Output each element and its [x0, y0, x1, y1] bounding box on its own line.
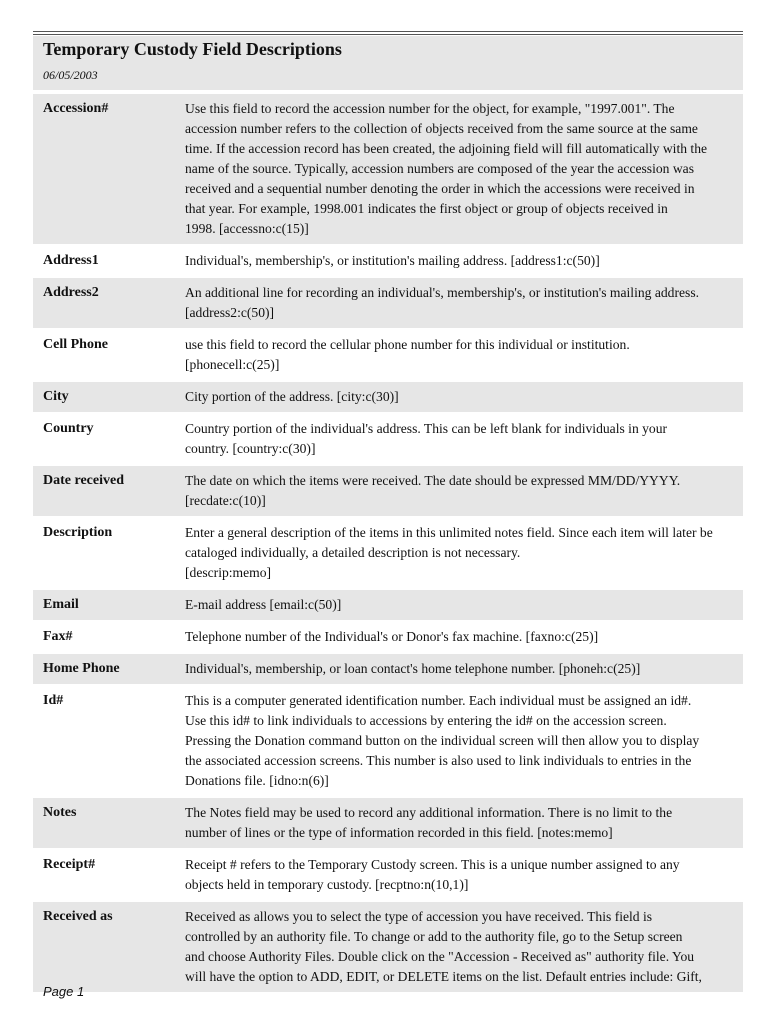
description-line: The Notes field may be used to record any additional information. There is no limit to the: [185, 805, 673, 820]
field-name: Email: [43, 597, 79, 612]
description-line: [descrip:memo]: [185, 565, 272, 580]
field-description: [185, 466, 743, 516]
description-line: This is a computer generated identification number. Each individual must be assigned an id#.: [185, 693, 692, 708]
report-date: 06/05/2003: [43, 68, 98, 82]
field-description: [185, 246, 743, 276]
description-line: Received as allows you to select the type of accession you have received. This field is: [185, 909, 653, 924]
field-description: [185, 622, 743, 652]
top-rule: [33, 31, 743, 32]
field-row: [33, 466, 743, 516]
description-line: Telephone number of the Individual's or Donor's fax machine. [faxno:c(25)]: [185, 629, 599, 644]
page-title: Temporary Custody Field Descriptions: [43, 39, 342, 59]
description-line: [address2:c(50)]: [185, 305, 275, 320]
description-line: country. [country:c(30)]: [185, 441, 316, 456]
description-line: received and a sequential number denoting the order in which the accessions were received in: [185, 181, 695, 196]
field-description: [185, 518, 743, 588]
field-name: Fax#: [43, 629, 73, 644]
field-row: [33, 414, 743, 464]
field-row: [33, 590, 743, 620]
description-line: Donations file. [idno:n(6)]: [185, 773, 329, 788]
description-line: will have the option to ADD, EDIT, or DELETE items on the list. Default entries include: Gift,: [185, 969, 702, 984]
description-line: The date on which the items were received. The date should be expressed MM/DD/YYYY.: [185, 473, 681, 488]
field-name: Address1: [43, 253, 99, 268]
description-line: cataloged individually, a detailed description is not necessary.: [185, 545, 521, 560]
field-row: [33, 278, 743, 328]
description-line: Individual's, membership, or loan contact's home telephone number. [phoneh:c(25)]: [185, 661, 641, 676]
description-line: Use this field to record the accession number for the object, for example, "1997.001". The: [185, 101, 675, 116]
field-row: [33, 330, 743, 380]
description-line: Receipt # refers to the Temporary Custody screen. This is a unique number assigned to any: [185, 857, 680, 872]
field-row: [33, 902, 743, 992]
description-line: objects held in temporary custody. [recptno:n(10,1)]: [185, 877, 469, 892]
field-name: Cell Phone: [43, 337, 108, 352]
page-header: [33, 36, 743, 90]
field-description: [185, 654, 743, 684]
description-line: Enter a general description of the items in this unlimited notes field. Since each item will later be: [185, 525, 713, 540]
field-row: [33, 94, 743, 244]
description-line: use this field to record the cellular phone number for this individual or institution.: [185, 337, 630, 352]
field-row: [33, 246, 743, 276]
field-name: Received as: [43, 909, 113, 924]
field-name: Description: [43, 525, 113, 540]
description-line: number of lines or the type of information recorded in this field. [notes:memo]: [185, 825, 613, 840]
field-name: Receipt#: [43, 857, 96, 872]
description-line: City portion of the address. [city:c(30)]: [185, 389, 399, 404]
field-description: [185, 590, 743, 620]
field-name: Accession#: [43, 101, 109, 116]
field-name: Country: [43, 421, 94, 436]
field-description: [185, 94, 743, 244]
page-number: Page 1: [43, 984, 85, 999]
field-description: [185, 798, 743, 848]
description-line: name of the source. Typically, accession numbers are composed of the year the accession was: [185, 161, 695, 176]
description-line: [phonecell:c(25)]: [185, 357, 280, 372]
field-description: [185, 686, 743, 796]
description-line: accession number refers to the collection of objects received from the same source at the same: [185, 121, 698, 136]
description-line: controlled by an authority file. To change or add to the authority file, go to the Setup screen: [185, 929, 683, 944]
field-row: [33, 622, 743, 652]
description-line: Pressing the Donation command button on the individual screen will then allow you to display: [185, 733, 700, 748]
description-line: Use this id# to link individuals to accessions by entering the id# on the accession screen.: [185, 713, 667, 728]
description-line: An additional line for recording an individual's, membership's, or institution's mailing address.: [185, 285, 700, 300]
top-rule-inner: [33, 34, 743, 35]
field-row: [33, 654, 743, 684]
description-line: time. If the accession record has been created, the adjoining field will fill automatically with the: [185, 141, 708, 156]
field-row: [33, 518, 743, 588]
field-description: [185, 382, 743, 412]
field-row: [33, 798, 743, 848]
field-list: [33, 94, 743, 994]
description-line: Country portion of the individual's address. This can be left blank for individuals in your: [185, 421, 668, 436]
description-line: and choose Authority Files. Double click on the "Accession - Received as" authority file. You: [185, 949, 695, 964]
field-name: Address2: [43, 285, 99, 300]
description-line: Individual's, membership's, or institution's mailing address. [address1:c(50)]: [185, 253, 600, 268]
field-description: [185, 414, 743, 464]
field-name: Notes: [43, 805, 77, 820]
description-line: [recdate:c(10)]: [185, 493, 266, 508]
field-row: [33, 382, 743, 412]
field-name: Date received: [43, 473, 124, 488]
field-description: [185, 902, 743, 992]
description-line: that year. For example, 1998.001 indicates the first object or group of objects received in: [185, 201, 668, 216]
field-row: [33, 686, 743, 796]
field-description: [185, 850, 743, 900]
field-name: City: [43, 389, 69, 404]
field-row: [33, 850, 743, 900]
field-description: [185, 330, 743, 380]
field-name: Id#: [43, 693, 64, 708]
field-name: Home Phone: [43, 661, 120, 676]
description-line: the associated accession screens. This number is also used to link individuals to entries in the: [185, 753, 692, 768]
description-line: 1998. [accessno:c(15)]: [185, 221, 309, 236]
field-description: [185, 278, 743, 328]
description-line: E-mail address [email:c(50)]: [185, 597, 342, 612]
